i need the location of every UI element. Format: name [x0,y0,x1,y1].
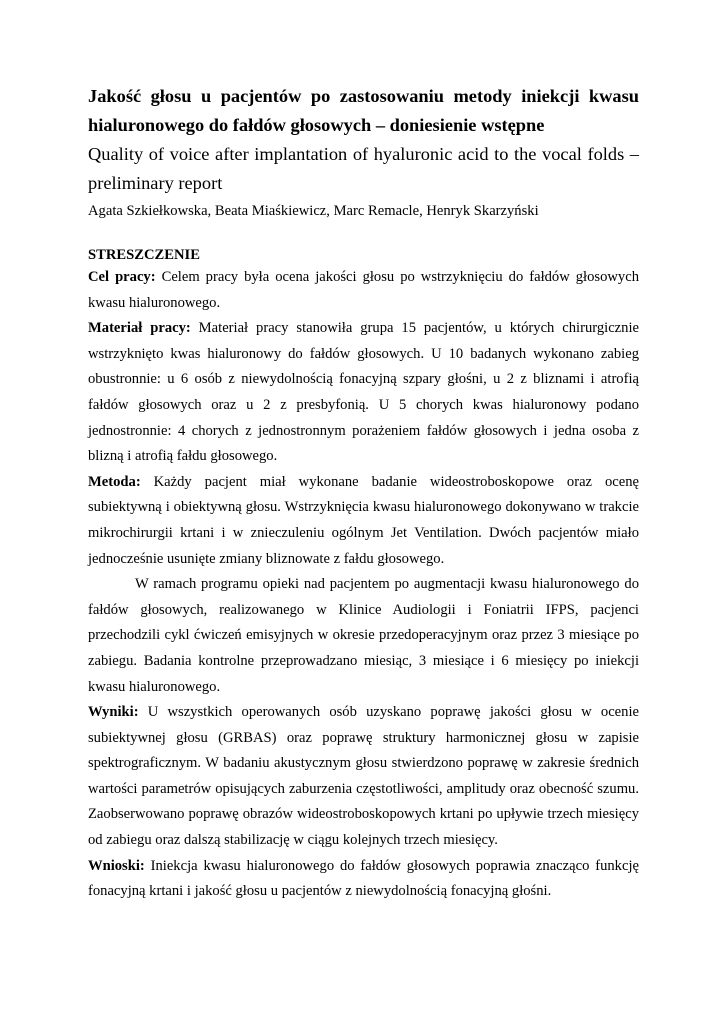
abstract-method [88,470,639,572]
conclusions-text: Iniekcja kwasu hialuronowego do fałdów głosowych poprawia znacząco funkcję fonacyjną krtani i jakość głosu u pacjentów z niewydolnością fonacyjną głośni. [88,857,639,900]
document-page [88,82,639,905]
aim-label: Cel pracy: [88,269,156,285]
results-text: U wszystkich operowanych osób uzyskano poprawę jakości głosu w ocenie subiektywnej głosu (GRBAS) oraz poprawę struktury harmonicznej głosu w zapisie spektrograficznym. W badaniu akustycznym głosu stwierdzono poprawę w zakresie średnich wartości parametrów opisujących zaburzenia częstotliwości, amplitudy oraz obecność szumu. Zaobserwowano poprawę obrazów wideostroboskopowych krtani po upływie trzech miesięcy od zabiegu oraz dalszą stabilizację w ciągu kolejnych trzech miesięcy. [88,704,639,849]
abstract-heading: STRESZCZENIE [88,247,200,263]
material-label: Materiał pracy: [88,320,191,337]
aim-text: Celem pracy była ocena jakości głosu po wstrzyknięciu do fałdów głosowych kwasu hialuronowego. [88,269,639,311]
abstract-aim [88,265,639,316]
method-text: Każdy pacjent miał wykonane badanie wideostroboskopowe oraz ocenę subiektywną i obiektywną głosu. Wstrzyknięcia kwasu hialuronowego dokonywano w trakcie mikrochirurgii krtani i w znieczuleniu ogólnym Jet Ventilation. Dwóch pacjentów miało jednocześnie usunięte zmiany bliznowate z fałdu głosowego. [88,473,639,567]
results-label: Wyniki: [88,704,139,721]
authors: Agata Szkiełkowska, Beata Miaśkiewicz, Marc Remacle, Henryk Skarzyński [88,203,539,219]
conclusions-label: Wnioski: [88,857,145,874]
title-english: Quality of voice after implantation of hyaluronic acid to the vocal folds – preliminary report [88,144,639,193]
abstract-program: W ramach programu opieki nad pacjentem po augmentacji kwasu hialuronowego do fałdów głosowych, realizowanego w Klinice Audiologii i Foniatrii IFPS, pacjenci przechodzili cykl ćwiczeń emisyjnych w okresie przedoperacyjnym oraz przez 3 miesiące po zabiegu. Badania kontrolne przeprowadzano miesiąc, 3 miesiące i 6 miesięcy po iniekcji kwasu hialuronowego. [88,576,639,695]
material-text: Materiał pracy stanowiła grupa 15 pacjentów, u których chirurgicznie wstrzyknięto kwas hialuronowy do fałdów głosowych. U 10 badanych wykonano zabieg obustronnie: u 6 osób z niewydolnością fonacyjną szpary głośni, u 2 z bliznami i atrofią fałdów głosowych oraz u 2 z presbyfonią. U 5 chorych kwas hialuronowy podano jednostronnie: 4 chorych z jednostronnym porażeniem fałdów głosowych i jedna osoba z blizną i atrofią fałdu głosowego. [88,320,639,465]
abstract-material [88,316,639,470]
method-label: Metoda: [88,473,141,490]
abstract-results [88,700,639,854]
abstract-conclusions [88,854,639,905]
title-polish: Jakość głosu u pacjentów po zastosowaniu metody iniekcji kwasu hialuronowego do fałdów głosowych – doniesienie wstępne [88,86,639,135]
